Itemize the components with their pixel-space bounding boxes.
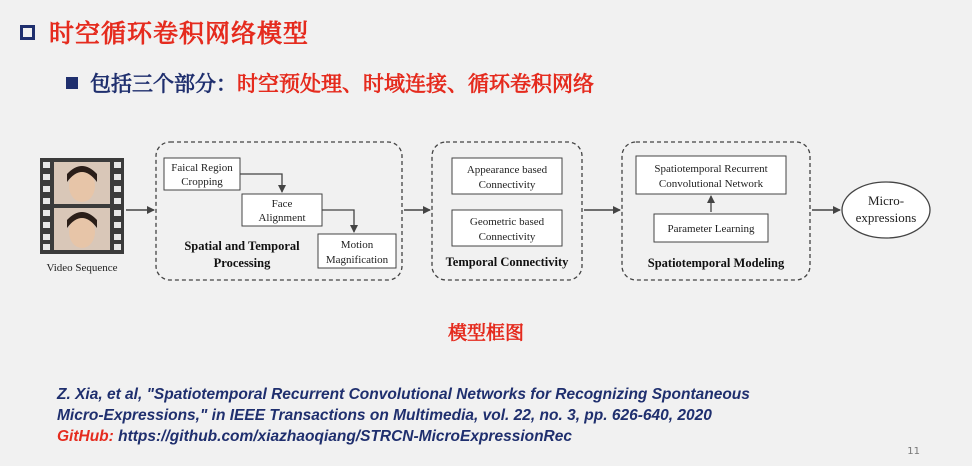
face-alignment-line2: Alignment <box>258 212 306 224</box>
hollow-square-bullet-icon <box>20 25 35 40</box>
page-number: 11 <box>907 446 920 457</box>
appearance-connectivity-line2: Connectivity <box>478 179 536 191</box>
bullet-lead-text: 包括三个部分： <box>90 72 237 96</box>
face-alignment-line1: Face <box>271 198 293 210</box>
appearance-connectivity-line1: Appearance based <box>466 164 548 176</box>
citation-line1: Z. Xia, et al, "Spatiotemporal Recurrent Convolutional Networks for Recognizing Spontaneous <box>57 386 750 403</box>
stage3-title: Spatiotemporal Modeling <box>647 256 785 270</box>
bullet-point <box>66 68 594 98</box>
output-line1: Micro- <box>867 193 905 208</box>
output-line2: expressions <box>855 210 917 225</box>
stage1-title-line1: Spatial and Temporal <box>184 239 300 253</box>
arrow-crop-to-align <box>240 174 282 192</box>
github-label: GitHub: <box>57 428 114 445</box>
slide-title-row <box>20 14 309 50</box>
motion-magnification-line1: Motion <box>340 239 374 251</box>
video-sequence-label: Video Sequence <box>46 262 118 274</box>
facial-region-cropping-line2: Cropping <box>181 176 223 188</box>
geometric-connectivity-line1: Geometric based <box>469 216 545 228</box>
github-line <box>57 426 750 447</box>
parameter-learning-label: Parameter Learning <box>667 223 755 235</box>
github-url-link[interactable]: https://github.com/xiazhaoqiang/STRCN-MicroExpressionRec <box>118 428 572 445</box>
stage2-title: Temporal Connectivity <box>445 255 569 269</box>
arrow-align-to-magnify <box>322 210 354 232</box>
model-block-diagram <box>30 138 950 288</box>
stage1-title-line2: Processing <box>213 256 271 270</box>
strcn-line2: Convolutional Network <box>658 178 764 190</box>
video-sequence-film-icon <box>40 158 124 254</box>
strcn-line1: Spatiotemporal Recurrent <box>654 163 768 175</box>
diagram-caption: 模型框图 <box>447 322 524 344</box>
bullet-highlight-text: 时空预处理、时域连接、循环卷积网络 <box>237 72 594 96</box>
facial-region-cropping-line1: Faical Region <box>171 162 233 174</box>
solid-square-bullet-icon <box>66 77 78 89</box>
motion-magnification-line2: Magnification <box>325 254 389 266</box>
citation-line2: Micro-Expressions," in IEEE Transactions on Multimedia, vol. 22, no. 3, pp. 626-640, 2020 <box>57 407 712 424</box>
geometric-connectivity-line2: Connectivity <box>478 231 536 243</box>
slide-title: 时空循环卷积网络模型 <box>49 19 310 48</box>
reference-block <box>57 384 750 447</box>
